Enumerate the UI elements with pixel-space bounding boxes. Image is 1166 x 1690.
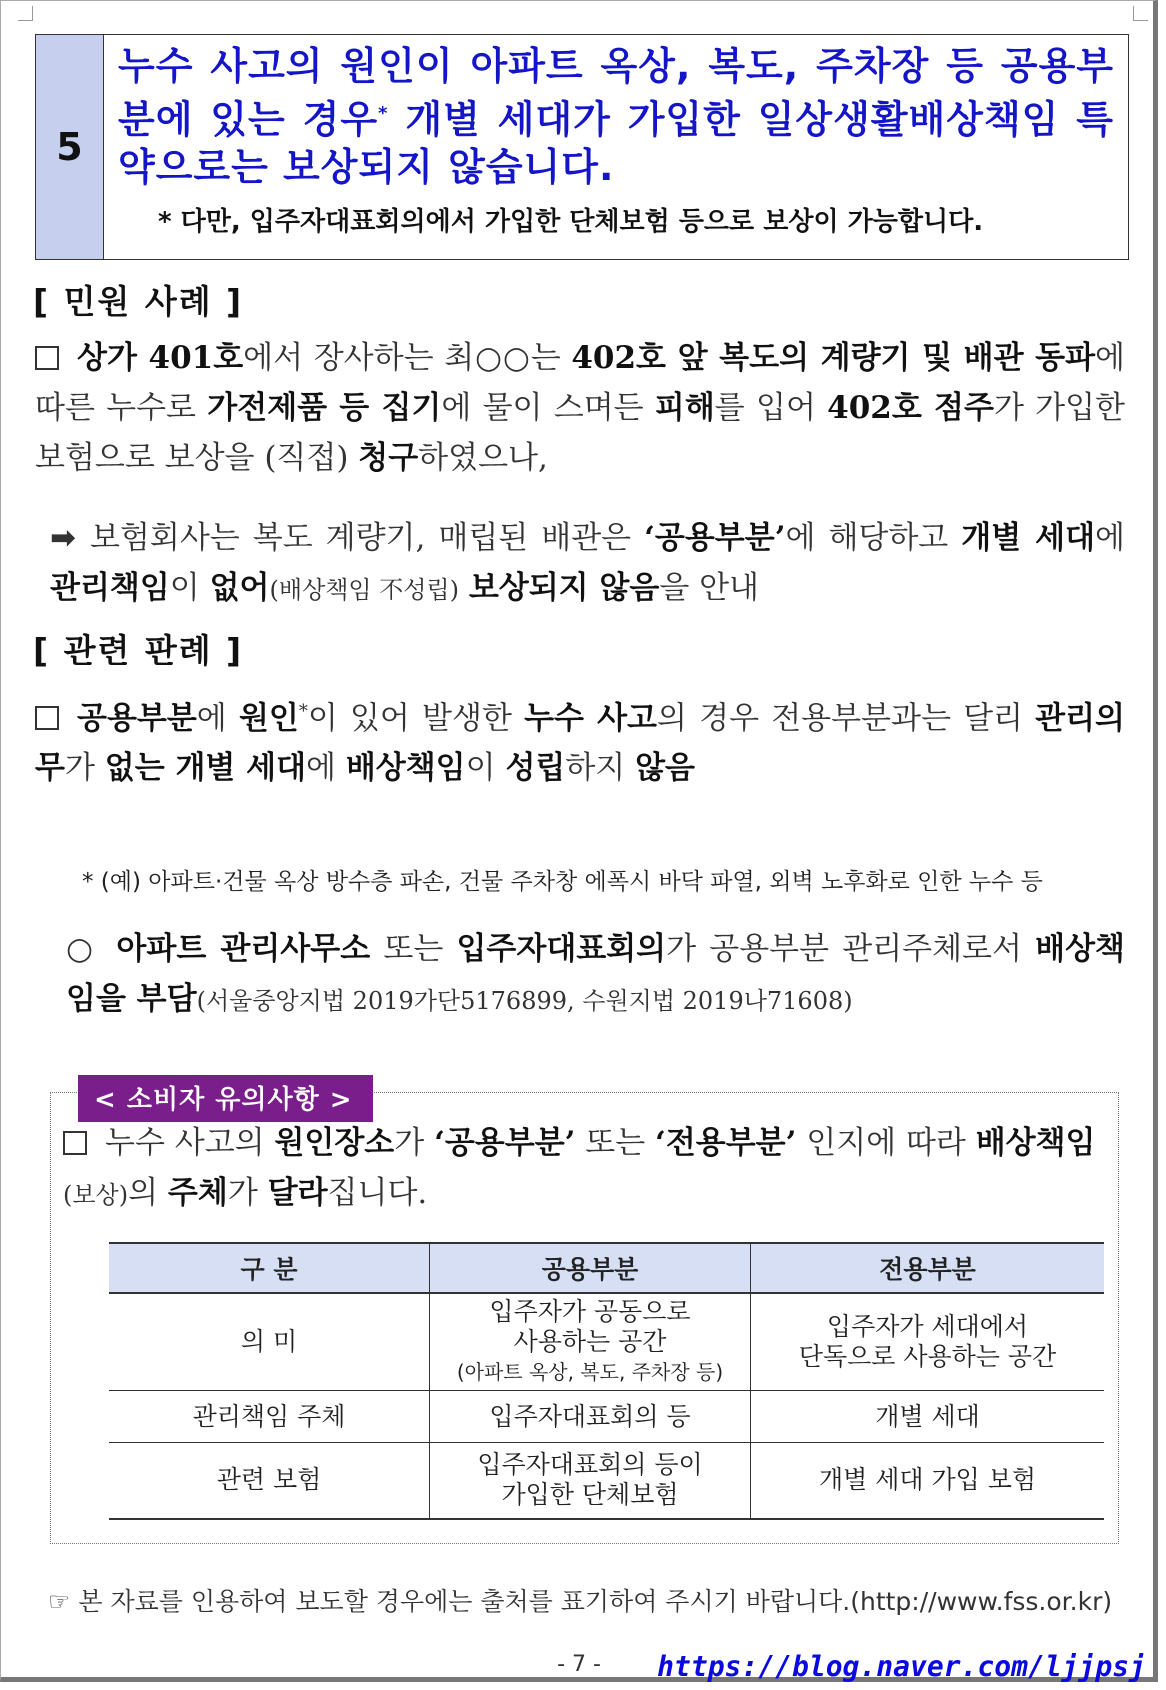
table-header: 공용부분 [430,1243,751,1293]
cell-line: 입주자가 공동으로 [489,1297,691,1326]
table-header-row [109,1243,1104,1293]
checkbox-icon [63,1131,87,1155]
table-cell: 관리책임 주체 [109,1391,430,1443]
table-header: 전용부분 [751,1243,1105,1293]
blog-watermark: https://blog.naver.com/ljjpsj [657,1650,1146,1683]
bullet-icon: ○ [66,931,97,967]
key-point-note: * 다만, 입주자대표회의에서 가입한 단체보험 등으로 보상이 가능합니다. [158,206,984,237]
source-notice: ☞ 본 자료를 인용하여 보도할 경우에는 출처를 표기하여 주시기 바랍니다.(http://www.fss.or.kr) [48,1587,1113,1616]
precedent-footnote: * (예) 아파트·건물 옥상 방수층 파손, 건물 주차창 에폭시 바닥 파열, 외벽 노후화로 인한 누수 등 [82,869,1043,895]
cell-line: 입주자가 세대에서 [826,1312,1029,1341]
checkbox-icon [35,346,59,370]
cell-line: 가입한 단체보험 [501,1480,679,1510]
table-cell [430,1443,751,1519]
table-row [109,1293,1104,1391]
cell-line: (아파트 옥상, 복도, 주차장 등) [456,1360,724,1384]
table-cell: 입주자대표회의 등 [430,1391,751,1443]
table-row [109,1443,1104,1519]
precedent-ruling-paragraph: ○ 아파트 관리사무소 또는 입주자대표회의가 공용부분 관리주체로서 배상책임을 부담(서울중앙지법 2019가단5176899, 수원지법 2019나71608) [66,931,1125,1017]
table-header: 구 분 [109,1243,430,1293]
case-paragraph: 상가 401호에서 장사하는 최○○는 402호 앞 복도의 계량기 및 배관 동파에 따른 누수로 가전제품 등 집기에 물이 스며든 피해를 입어 402호 점주가 가입한 보험으로 보상을 (직접) 청구하였으나, [35,340,1125,476]
checkbox-icon [35,706,59,730]
table-cell: 개별 세대 가입 보험 [751,1443,1105,1519]
table-cell [430,1293,751,1391]
right-arrow-icon: ➡ [50,520,76,556]
key-point-box [35,34,1129,260]
table-cell: 개별 세대 [751,1391,1105,1443]
comparison-table [109,1242,1104,1520]
case-response-paragraph: ➡ 보험회사는 복도 계량기, 매립된 배관은 ‘공용부분’에 해당하고 개별 세대에 관리책임이 없어(배상책임 不성립) 보상되지 않음을 안내 [50,520,1125,606]
key-point-title: 누수 사고의 원인이 아파트 옥상, 복도, 주차장 등 공용부분에 있는 경우* 개별 세대가 가입한 일상생활배상책임 특약으로는 보상되지 않습니다. [118,44,1114,189]
page-number: - 7 - [557,1652,601,1677]
key-point-number: 5 [36,35,104,259]
consumer-notice-tag: < 소비자 유의사항 > [78,1075,373,1122]
key-point-body [104,35,1128,259]
case-heading: [ 민원 사례 ] [33,282,244,321]
table-cell: 의 미 [109,1293,430,1391]
crop-mark-top-left [18,6,33,21]
consumer-notice-paragraph: 누수 사고의 원인장소가 ‘공용부분’ 또는 ‘전용부분’ 인지에 따라 배상책임(보상)의 주체가 달라집니다. [63,1125,1096,1211]
table-cell: 관련 보험 [109,1443,430,1519]
table-row [109,1391,1104,1443]
precedent-heading: [ 관련 판례 ] [33,631,244,670]
table-cell [751,1293,1105,1391]
crop-mark-top-right [1133,6,1148,21]
precedent-paragraph: 공용부분에 원인*이 있어 발생한 누수 사고의 경우 전용부분과는 달리 관리의무가 없는 개별 세대에 배상책임이 성립하지 않음 [35,700,1125,787]
cell-line: 사용하는 공간 [513,1327,667,1356]
cell-line: 입주자대표회의 등이 [477,1450,703,1480]
cell-line: 단독으로 사용하는 공간 [798,1342,1057,1371]
